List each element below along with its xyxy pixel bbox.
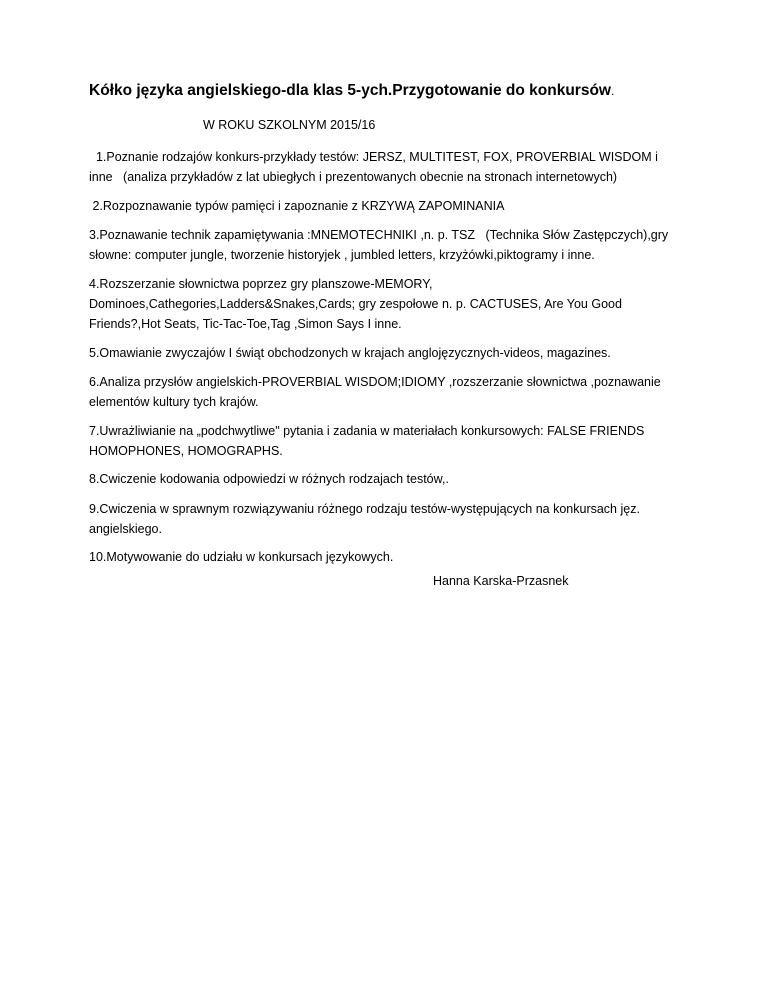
school-year-line: W ROKU SZKOLNYM 2015/16 <box>203 118 376 132</box>
item-6: 6.Analiza przysłów angielskich-PROVERBIAL WISDOM;IDIOMY ,rozszerzanie słownictwa ,poznawanie elementów kultury tych krajów. <box>89 375 661 409</box>
item-2: 2.Rozpoznawanie typów pamięci i zapoznanie z KRZYWĄ ZAPOMINANIA <box>89 199 505 213</box>
item-8: 8.Cwiczenie kodowania odpowiedzi w różnych rodzajach testów,. <box>89 472 449 486</box>
item-7: 7.Uwrażliwianie na „podchwytliwe" pytania i zadania w materiałach konkursowych: FALSE FRIENDS HOMOPHONES, HOMOGRAPHS. <box>89 424 645 458</box>
item-4: 4.Rozszerzanie słownictwa poprzez gry planszowe-MEMORY, Dominoes,Cathegories,Ladders&Snakes,Cards; gry zespołowe n. p. CACTUSES, Are You Good Friends?,Hot Seats, Tic-Tac-Toe,Tag ,Simon Says I inne. <box>89 277 622 331</box>
item-1-line-2: inne (analiza przykładów z lat ubiegłych i prezentowanych obecnie na stronach internetowych) <box>89 170 618 184</box>
item-10: 10.Motywowanie do udziału w konkursach językowych. <box>89 550 394 564</box>
item-5: 5.Omawianie zwyczajów I świąt obchodzonych w krajach anglojęzycznych-videos, magazines. <box>89 346 611 360</box>
title-text: Kółko języka angielskiego-dla klas 5-ych.Przygotowanie do konkursów <box>89 82 611 99</box>
signature: Hanna Karska-Przasnek <box>433 574 569 588</box>
title-dot: . <box>610 84 615 98</box>
document-title <box>89 82 614 100</box>
item-9: 9.Cwiczenia w sprawnym rozwiązywaniu różnego rodzaju testów-występujących na konkursach jęz. angielskiego. <box>89 502 640 536</box>
item-3: 3.Poznawanie technik zapamiętywania :MNEMOTECHNIKI ,n. p. TSZ (Technika Słów Zastępczych),gry słowne: computer jungle, tworzenie historyjek , jumbled letters, krzyżówki,piktogramy i inne. <box>89 228 669 262</box>
item-1-line-1: 1.Poznanie rodzajów konkurs-przykłady testów: JERSZ, MULTITEST, FOX, PROVERBIAL WISDOM i <box>89 150 658 164</box>
